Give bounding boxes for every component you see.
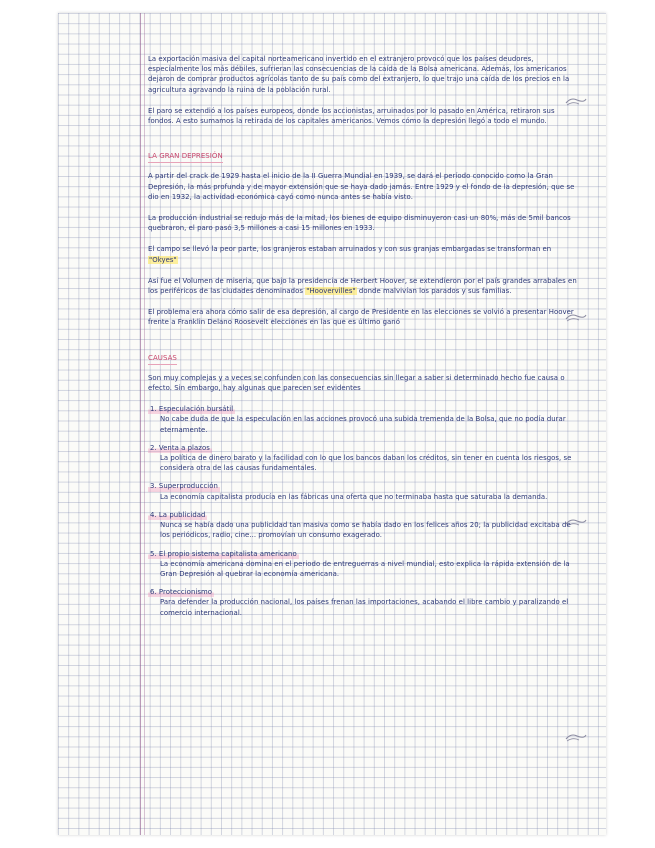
cause-body: Para defender la producción nacional, los países frenan las importaciones, acabando el libre cambio y paralizando el comercio internacional. <box>160 598 569 617</box>
okyes-highlight: "Okyes" <box>149 255 177 264</box>
cause-body: La economía capitalista producía en las fábricas una oferta que no terminaba hasta que saturaba la demanda. <box>160 492 548 501</box>
margin-line-inner <box>144 13 145 835</box>
cause-body: La política de dinero barato y la facilidad con lo que los bancos daban los créditos, sin tener en cuenta los riesgos, se considera otra de las causas fundamentales. <box>160 454 572 473</box>
cause-title: 5. El propio sistema capitalista americano <box>150 549 297 558</box>
cause-title: 3. Superproducción <box>150 482 218 491</box>
heading-gran-depresion: LA GRAN DEPRESIÓN <box>148 151 223 163</box>
paragraph-elecciones: El problema era ahora cómo salir de esa depresión, al cargo de Presidente en las elecciones se volvió a presentar Hoover frente a Franklin Delano Roosevelt elecciones en las que es último ganó <box>148 308 574 327</box>
margin-line <box>140 13 141 835</box>
campo-text: El campo se llevó la peor parte, los granjeros estaban arruinados y con sus granjas embargadas se transforman en <box>148 245 552 254</box>
cause-title: 2. Venta a plazos <box>150 443 210 452</box>
hoovervilles-highlight: "Hoovervilles" <box>306 287 356 296</box>
cause-item <box>148 404 582 435</box>
paragraph-crack-1929: A partir del crack de 1929 hasta el inicio de la II Guerra Mundial en 1939, se dará el período conocido como la Gran Depresión, la más profunda y de mayor extensión que se haya dado jamás. Entre 1929 y el fondo de la depresión, que se dio en 1932, la actividad económica cayó como nunca antes se había visto. <box>148 172 575 201</box>
cause-item <box>148 549 582 580</box>
cause-item <box>148 443 582 474</box>
cause-item <box>148 587 582 618</box>
cause-body: Nunca se había dado una publicidad tan masiva como se había dado en los felices años 20; la publicidad excitaba de los periódicos, radio, cine... promovían un consumo exagerado. <box>160 521 571 540</box>
cause-title: 1. Especulación bursátil <box>150 405 234 414</box>
cause-body: La economía americana domina en el periodo de entreguerras a nivel mundial, esto explica la rápida extensión de la Gran Depresión al quebrar la economía americana. <box>160 559 570 578</box>
paragraph-campo <box>148 244 582 264</box>
hoover-text: Así fue el Volumen de miseria, que bajo la presidencia de Herbert Hoover, se extendieron por el país grandes arrabales en los periféricos de las ciudades denominados <box>148 276 577 296</box>
paragraph-hoovervilles <box>148 276 582 296</box>
paragraph-exportacion: La exportación masiva del capital norteamericano invertido en el extranjero provocó que los países deudores, especialmente los más débiles, sufrieran las consecuencias de la caída de la Bolsa americana. Además, los americanos dejaron de comprar productos agrícolas tanto de su país como del extranjero, lo que trajo una caída de los precios en la agricultura agravando la ruina de la población rural. <box>148 55 570 94</box>
cause-body: No cabe duda de que la especulación en las acciones provocó una subida tremenda de la Bolsa, que no podía durar eternamente. <box>160 415 566 434</box>
hoover-text-end: donde malvivían los parados y sus familias. <box>356 287 512 296</box>
paragraph-produccion: La producción industrial se redujo más de la mitad, los bienes de equipo disminuyeron casi un 80%, más de 5mil bancos quebraron, el paro pasó 3,5 millones a casi 15 millones en 1933. <box>148 214 571 233</box>
paragraph-causas-intro: Son muy complejas y a veces se confunden con las consecuencias sin llegar a saber si determinado hecho fue causa o efecto. Sin embargo, hay algunas que parecen ser evidentes <box>148 373 565 393</box>
cause-item <box>148 481 582 501</box>
paragraph-paro-europa: El paro se extendió a los países europeos, donde los accionistas, arruinados por lo pasado en América, retiraron sus fondos. A esto sumamos la retirada de los capitales americanos. Vemos cómo la depresión llegó a todo el mundo. <box>148 106 555 126</box>
cause-title: 6. Proteccionismo <box>150 588 212 597</box>
cause-item <box>148 510 582 541</box>
binder-ring-icon <box>565 733 587 745</box>
heading-causas: CAUSAS <box>148 353 177 365</box>
cause-title: 4. La publicidad <box>150 510 206 519</box>
notes-content <box>148 54 582 626</box>
